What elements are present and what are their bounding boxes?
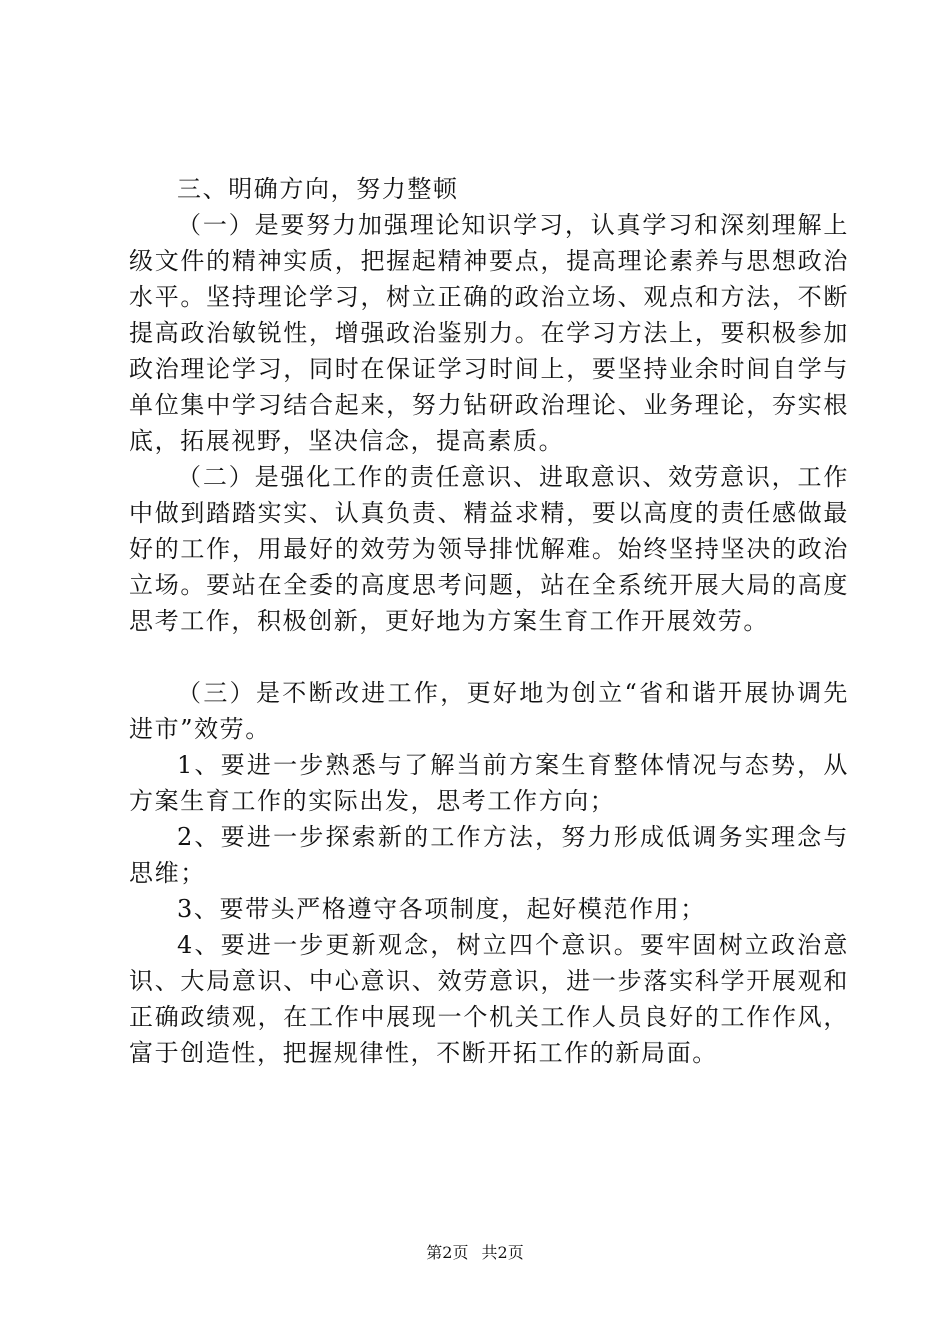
page-number: 第2页 <box>426 1243 469 1262</box>
list-item-1: 1、要进一步熟悉与了解当前方案生育整体情况与态势，从方案生育工作的实际出发，思考工作方向； <box>129 751 849 815</box>
page-footer <box>0 1243 950 1263</box>
list-item-3: 3、要带头严格遵守各项制度，起好模范作用； <box>177 895 706 923</box>
list-item-2: 2、要进一步探索新的工作方法，努力形成低调务实理念与思维； <box>129 823 849 887</box>
document-body <box>129 171 849 1071</box>
paragraph-two: （二）是强化工作的责任意识、进取意识、效劳意识，工作中做到踏踏实实、认真负责、精益求精，要以高度的责任感做最好的工作，用最好的效劳为领导排忧解难。始终坚持坚决的政治立场。要站在全委的高度思考问题，站在全系统开展大局的高度思考工作，积极创新，更好地为方案生育工作开展效劳。 <box>129 463 849 635</box>
page-total: 共2页 <box>481 1243 524 1262</box>
list-item-4: 4、要进一步更新观念，树立四个意识。要牢固树立政治意识、大局意识、中心意识、效劳意识，进一步落实科学开展观和正确政绩观，在工作中展现一个机关工作人员良好的工作作风，富于创造性，把握规律性，不断开拓工作的新局面。 <box>129 931 849 1067</box>
paragraph-three: （三）是不断改进工作，更好地为创立“省和谐开展协调先进市”效劳。 <box>129 679 849 743</box>
paragraph-one: （一）是要努力加强理论知识学习，认真学习和深刻理解上级文件的精神实质，把握起精神要点，提高理论素养与思想政治水平。坚持理论学习，树立正确的政治立场、观点和方法，不断提高政治敏锐性，增强政治鉴别力。在学习方法上，要积极参加政治理论学习，同时在保证学习时间上，要坚持业余时间自学与单位集中学习结合起来，努力钻研政治理论、业务理论，夯实根底，拓展视野，坚决信念，提高素质。 <box>129 211 849 455</box>
section-heading: 三、明确方向，努力整顿 <box>177 175 459 203</box>
